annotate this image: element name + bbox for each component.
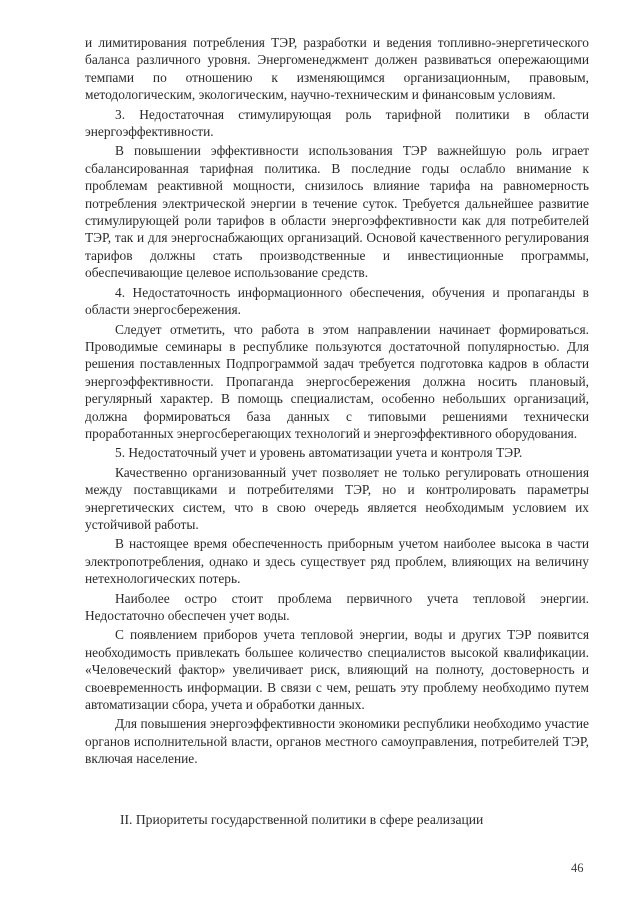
paragraph: В повышении эффективности использования ТЭР важнейшую роль играет сбалансированная тарифная политика. В последние годы ослабло внимание к проблемам реактивной мощности, снизилось влияние тарифа на равномерность потребления электрической энергии в течение суток. Требуется дальнейшее развитие стимулирующей роли тарифов в области энергоэффективности как для потребителей ТЭР, так и для энергоснабжающих организаций. Основой качественного регулирования тарифов должны стать производственные и инвестиционные программы, обеспечивающие целевое использование средств.	[85, 143, 589, 281]
body-text	[85, 34, 589, 770]
paragraph: и лимитирования потребления ТЭР, разработки и ведения топливно-энергетического баланса различного уровня. Энергоменеджмент должен развиваться опережающими темпами по отношению к изменяющимся организационным, правовым, методологическим, экологическим, научно-техническим и финансовым условиям.	[85, 35, 589, 103]
numbered-paragraph: 4. Недостаточность информационного обеспечения, обучения и пропаганды в области энергосбережения.	[85, 284, 589, 318]
numbered-paragraph: 3. Недостаточная стимулирующая роль тарифной политики в области энергоэффективности.	[85, 106, 589, 140]
paragraph: Качественно организованный учет позволяет не только регулировать отношения между поставщиками и потребителями ТЭР, но и контролировать параметры энергетических систем, что в свою очередь является необходимым условием их устойчивой работы.	[85, 464, 589, 532]
paragraph: С появлением приборов учета тепловой энергии, воды и других ТЭР появится необходимость привлекать большее количество специалистов высокой квалификации. «Человеческий фактор» увеличивает риск, влияющий на полноту, достоверность и своевременность информации. В связи с чем, решать эту проблему необходимо путем автоматизации сбора, учета и обработки данных.	[85, 627, 589, 713]
paragraph: Следует отметить, что работа в этом направлении начинает формироваться. Проводимые семинары в республике пользуются достаточной популярностью. Для решения поставленных Подпрограммой задач требуется подготовка кадров в области энергоэффективности. Пропаганда энергосбережения должна носить плановый, регулярный характер. В помощь специалистам, особенно небольших организаций, должна формироваться база данных с типовыми решениями технически проработанных энергосберегающих технологий и энергоэффективного оборудования.	[85, 321, 589, 441]
section-title: II. Приоритеты государственной политики в сфере реализации	[120, 812, 484, 827]
paragraph: Наиболее остро стоит проблема первичного учета тепловой энергии. Недостаточно обеспечен учет воды.	[85, 590, 589, 623]
page-number: 46	[571, 861, 584, 875]
paragraph: Для повышения энергоэффективности экономики республики необходимо участие органов исполнительной власти, органов местного самоуправления, потребителей ТЭР, включая население.	[85, 716, 589, 767]
paragraph: В настоящее время обеспеченность приборным учетом наиболее высока в части электропотребления, однако и здесь существует ряд проблем, влияющих на величину нетехнологических потерь.	[85, 536, 589, 587]
numbered-paragraph: 5. Недостаточный учет и уровень автоматизации учета и контроля ТЭР.	[115, 445, 523, 461]
